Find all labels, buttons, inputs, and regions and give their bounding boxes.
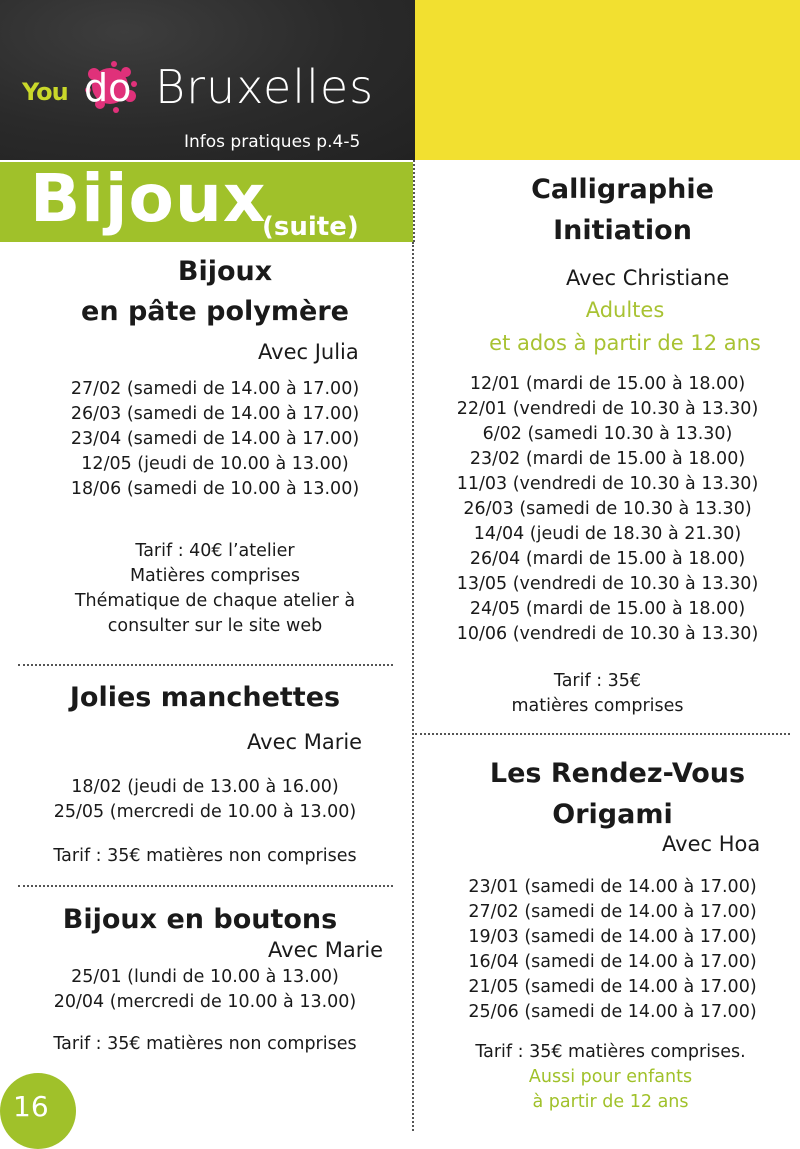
schedule-item: 23/04 (samedi de 14.00 à 17.00) [70, 429, 360, 449]
workshop-teacher: Avec Marie [247, 730, 363, 754]
schedule-item: 27/02 (samedi de 14.00 à 17.00) [70, 379, 360, 399]
schedule-list [420, 875, 800, 1025]
workshop-title: Bijoux en boutons [62, 904, 338, 935]
audience-line: Adultes [585, 298, 665, 322]
schedule-item: 12/01 (mardi de 15.00 à 18.00) [469, 374, 746, 394]
schedule-item: 20/04 (mercredi de 10.00 à 13.00) [53, 992, 357, 1012]
theme-line: Thématique de chaque atelier à [74, 591, 356, 611]
schedule-item: 26/04 (mardi de 15.00 à 18.00) [469, 549, 746, 569]
audience-line: et ados à partir de 12 ans [489, 331, 761, 355]
brand-city: Bruxelles [155, 60, 375, 114]
header-yellow-block [415, 0, 800, 160]
materials: matières comprises [511, 696, 684, 716]
workshop-teacher: Avec Julia [258, 340, 359, 364]
schedule-list [20, 377, 410, 502]
section-title: Bijoux [30, 160, 267, 237]
schedule-list [10, 965, 400, 1015]
schedule-item: 18/06 (samedi de 10.00 à 13.00) [70, 479, 360, 499]
section-subtitle: (suite) [262, 212, 359, 242]
materials: Matières comprises [129, 566, 301, 586]
audience-note [415, 294, 800, 360]
schedule-item: 6/02 (samedi 10.30 à 13.30) [482, 424, 733, 444]
pricing-note [405, 669, 790, 719]
workshop-title: Jolies manchettes [69, 682, 341, 713]
section-divider [18, 664, 393, 666]
infos-pratiques: Infos pratiques p.4-5 [184, 132, 361, 152]
schedule-item: 27/02 (samedi de 14.00 à 17.00) [468, 902, 757, 922]
kids-note: Aussi pour enfants [528, 1067, 693, 1087]
tarif: Tarif : 35€ matières non comprises [53, 846, 357, 866]
schedule-item: 22/01 (vendredi de 10.30 à 13.30) [456, 399, 759, 419]
schedule-item: 26/03 (samedi de 14.00 à 17.00) [70, 404, 360, 424]
section-divider [415, 733, 790, 735]
column-divider-top [413, 160, 415, 242]
workshop-teacher: Avec Hoa [662, 832, 761, 856]
schedule-item: 21/05 (samedi de 14.00 à 17.00) [468, 977, 757, 997]
workshop-teacher: Avec Christiane [566, 266, 730, 290]
schedule-list [10, 775, 400, 825]
pricing-note [418, 1040, 800, 1115]
schedule-item: 25/05 (mercredi de 10.00 à 13.00) [53, 802, 357, 822]
tarif: Tarif : 35€ [553, 671, 642, 691]
workshop-title: Les Rendez-Vous [489, 758, 746, 789]
schedule-item: 19/03 (samedi de 14.00 à 17.00) [468, 927, 757, 947]
schedule-item: 10/06 (vendredi de 10.30 à 13.30) [456, 624, 759, 644]
schedule-item: 11/03 (vendredi de 10.30 à 13.30) [456, 474, 759, 494]
tarif: Tarif : 35€ matières comprises. [475, 1042, 746, 1062]
section-divider [18, 885, 393, 887]
workshop-title: Calligraphie [531, 174, 714, 205]
page-number: 16 [13, 1090, 49, 1123]
schedule-item: 23/02 (mardi de 15.00 à 18.00) [469, 449, 746, 469]
schedule-item: 18/02 (jeudi de 13.00 à 16.00) [71, 777, 339, 797]
brand-do: do [84, 66, 132, 110]
tarif: Tarif : 35€ matières non comprises [53, 1034, 357, 1054]
theme-line: consulter sur le site web [107, 616, 323, 636]
schedule-item: 25/01 (lundi de 10.00 à 13.00) [71, 967, 339, 987]
schedule-item: 26/03 (samedi de 10.30 à 13.30) [463, 499, 752, 519]
workshop-title: Origami [552, 799, 673, 830]
schedule-item: 16/04 (samedi de 14.00 à 17.00) [468, 952, 757, 972]
kids-note: à partir de 12 ans [532, 1092, 689, 1112]
workshop-title: Initiation [553, 215, 692, 246]
workshop-title: Bijoux [177, 256, 273, 287]
schedule-item: 23/01 (samedi de 14.00 à 17.00) [468, 877, 757, 897]
workshop-teacher: Avec Marie [268, 938, 384, 962]
schedule-item: 14/04 (jeudi de 18.30 à 21.30) [473, 524, 742, 544]
schedule-item: 12/05 (jeudi de 10.00 à 13.00) [81, 454, 349, 474]
schedule-item: 24/05 (mardi de 15.00 à 18.00) [469, 599, 746, 619]
pricing-note [20, 539, 410, 639]
schedule-item: 13/05 (vendredi de 10.30 à 13.30) [456, 574, 759, 594]
schedule-item: 25/06 (samedi de 14.00 à 17.00) [468, 1002, 757, 1022]
brand-you: You [22, 78, 68, 106]
schedule-list [415, 372, 800, 647]
workshop-title: en pâte polymère [81, 296, 349, 327]
tarif: Tarif : 40€ l’atelier [135, 541, 295, 561]
